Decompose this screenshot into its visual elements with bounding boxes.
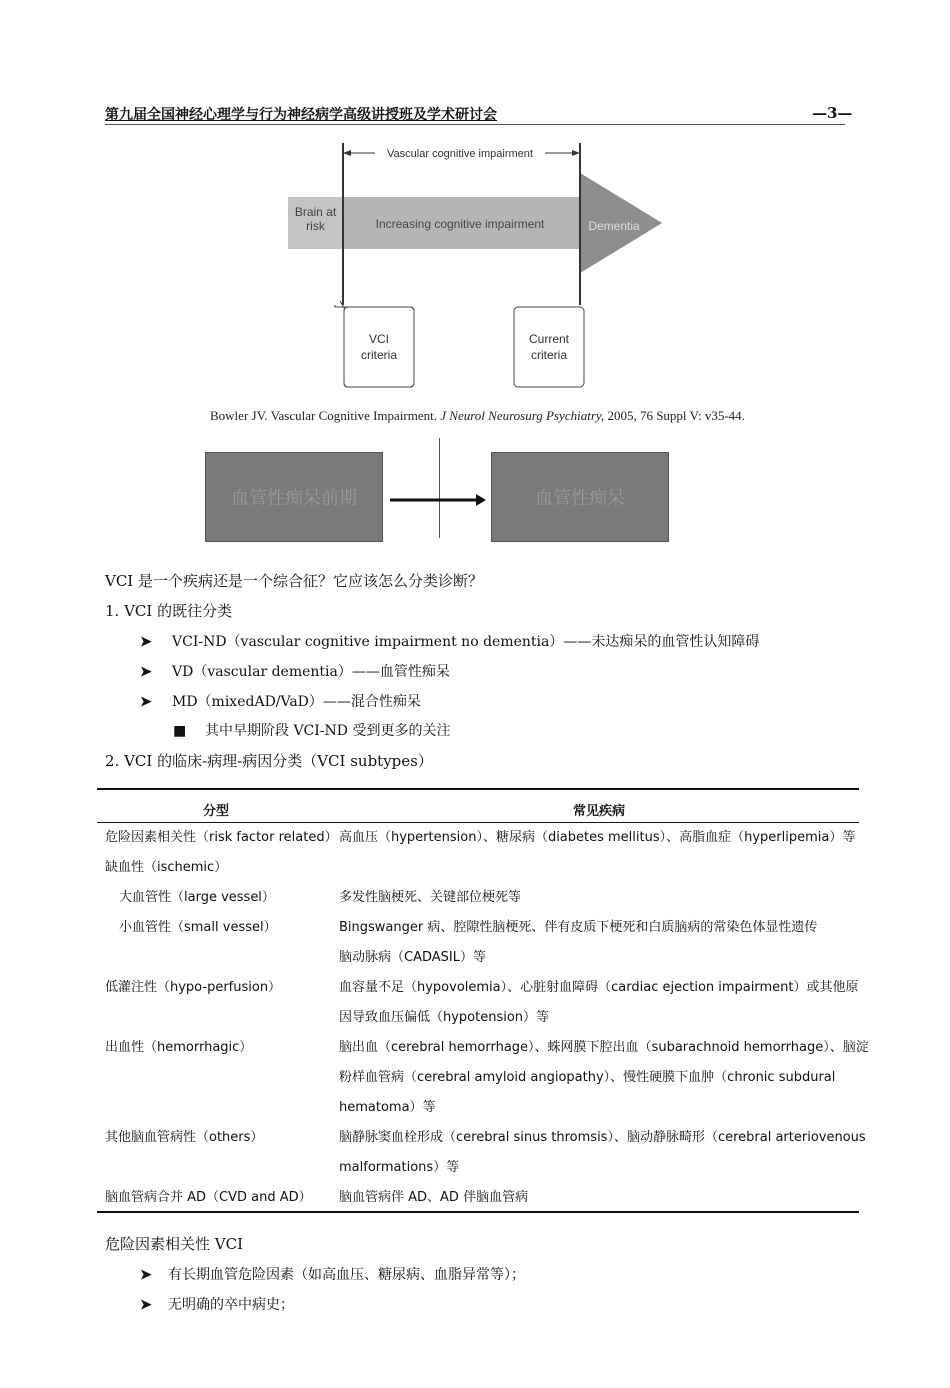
table-bottom-rule <box>97 1211 859 1213</box>
citation-article: Vascular Cognitive Impairment. <box>270 408 437 423</box>
bullet-text: 有长期血管危险因素（如高血压、糖尿病、血脂异常等）； <box>168 1267 525 1283</box>
type-cell: 小血管性（small vessel） <box>119 920 277 935</box>
bullet-text: VCI-ND（vascular cognitive impairment no dementia）——未达痴呆的血管性认知障碍 <box>172 634 760 650</box>
bullet-text: VD（vascular dementia）——血管性痴呆 <box>172 664 450 680</box>
disease-line: 高血压（hypertension）、糖尿病（diabetes mellitus）、高脂血症（hyperlipemia）等 <box>339 830 856 845</box>
question-line: VCI 是一个疾病还是一个综合征？它应该怎么分类诊断？ <box>105 572 484 590</box>
disease-line: malformations）等 <box>339 1160 460 1175</box>
table-row <box>105 973 281 1003</box>
citation-details: 2005, 76 Suppl V: v35-44. <box>607 408 745 423</box>
type-cell: 出血性（hemorrhagic） <box>105 1040 253 1055</box>
disease-line: 多发性脑梗死、关键部位梗死等 <box>339 890 522 905</box>
figure-citation <box>210 408 745 424</box>
disease-line: 因导致血压偏低（hypotension）等 <box>339 1010 550 1025</box>
page-header-title: 第九届全国神经心理学与行为神经病学高级讲授班及学术研讨会 <box>105 107 497 123</box>
vci-continuum-diagram <box>280 135 680 395</box>
page-number: —3— <box>812 104 853 122</box>
table-row <box>119 913 277 943</box>
vci-criteria-label: VCI criteria <box>360 332 397 362</box>
sub-bullet-text: 其中早期阶段 VCI-ND 受到更多的关注 <box>205 723 451 739</box>
table-row <box>105 1123 263 1153</box>
table-row <box>105 1033 252 1063</box>
citation-journal: J Neurol Neurosurg Psychiatry, <box>440 408 605 423</box>
type-cell: 大血管性（large vessel） <box>119 890 275 905</box>
vci-subtypes-table <box>97 793 863 825</box>
pre-vascular-dementia-box: 血管性痴呆前期 <box>205 452 383 542</box>
table-row <box>119 883 275 913</box>
disease-cell <box>339 913 817 973</box>
table-row <box>105 823 338 853</box>
type-cell: 危险因素相关性（risk factor related） <box>105 830 338 845</box>
disease-line: 粉样血管病（cerebral amyloid angiopathy）、慢性硬膜下血肿（chronic subdural <box>339 1070 836 1085</box>
disease-cell <box>339 823 855 853</box>
arrow-label: Increasing cognitive impairment <box>375 217 545 231</box>
bullet-text: 无明确的卒中病史； <box>168 1297 294 1313</box>
bullet-text: MD（mixedAD/VaD）——混合性痴呆 <box>172 694 421 710</box>
disease-line: 脑血管病伴 AD、AD 伴脑血管病 <box>339 1190 529 1205</box>
disease-line: hematoma）等 <box>339 1100 436 1115</box>
citation-authors: Bowler JV. <box>210 408 268 423</box>
bullet-item: ➤ 无明确的卒中病史； <box>140 1297 294 1313</box>
header-rule <box>105 124 845 125</box>
header-type: 分型 <box>202 803 229 819</box>
disease-cell <box>339 1123 866 1183</box>
disease-line: 脑动脉病（CADASIL）等 <box>339 950 486 965</box>
table-row <box>105 853 227 883</box>
table-row <box>105 1183 312 1213</box>
bullet-item: ➤ VD（vascular dementia）——血管性痴呆 <box>140 664 450 680</box>
dementia-label: Dementia <box>588 219 640 233</box>
type-cell: 缺血性（ischemic） <box>105 860 228 875</box>
type-cell: 脑血管病合并 AD（CVD and AD） <box>105 1190 312 1205</box>
header-diseases: 常见疾病 <box>572 803 625 819</box>
disease-line: 脑出血（cerebral hemorrhage）、蛛网膜下腔出血（subarachnoid hemorrhage）、脑淀 <box>339 1040 869 1055</box>
bullet-item: ➤ VCI-ND（vascular cognitive impairment no dementia）——未达痴呆的血管性认知障碍 <box>140 634 760 650</box>
type-cell: 其他脑血管病性（others） <box>105 1130 264 1145</box>
disease-line: 脑静脉窦血栓形成（cerebral sinus thromsis）、脑动静脉畸形（cerebral arteriovenous <box>339 1130 866 1145</box>
table-header-row <box>97 793 863 825</box>
disease-cell <box>339 973 859 1033</box>
section-1-heading: 1. VCI 的既往分类 <box>105 602 233 620</box>
disease-cell <box>339 1183 528 1213</box>
vascular-dementia-box: 血管性痴呆 <box>491 452 669 542</box>
type-cell: 低灌注性（hypo-perfusion） <box>105 980 282 995</box>
disease-line: Bingswanger 病、腔隙性脑梗死、伴有皮质下梗死和白质脑病的常染色体显性遗传 <box>339 920 818 935</box>
progression-arrow <box>388 488 488 512</box>
disease-cell <box>339 1033 869 1123</box>
current-criteria-label: Current criteria <box>528 332 569 362</box>
sub-bullet-item: ■ 其中早期阶段 VCI-ND 受到更多的关注 <box>173 723 451 739</box>
disease-cell <box>339 883 521 913</box>
brain-at-risk-label: Brain at risk <box>294 205 337 233</box>
risk-factor-vci-heading: 危险因素相关性 VCI <box>105 1235 244 1253</box>
disease-line: 血容量不足（hypovolemia）、心脏射血障碍（cardiac ejection impairment）或其他原 <box>339 980 859 995</box>
bullet-item: ➤ MD（mixedAD/VaD）——混合性痴呆 <box>140 694 421 710</box>
bullet-item: ➤ 有长期血管危险因素（如高血压、糖尿病、血脂异常等）； <box>140 1267 525 1283</box>
section-2-heading: 2. VCI 的临床-病理-病因分类（VCI subtypes） <box>105 752 433 770</box>
span-label: Vascular cognitive impairment <box>387 148 533 160</box>
table-top-rule <box>97 788 859 790</box>
